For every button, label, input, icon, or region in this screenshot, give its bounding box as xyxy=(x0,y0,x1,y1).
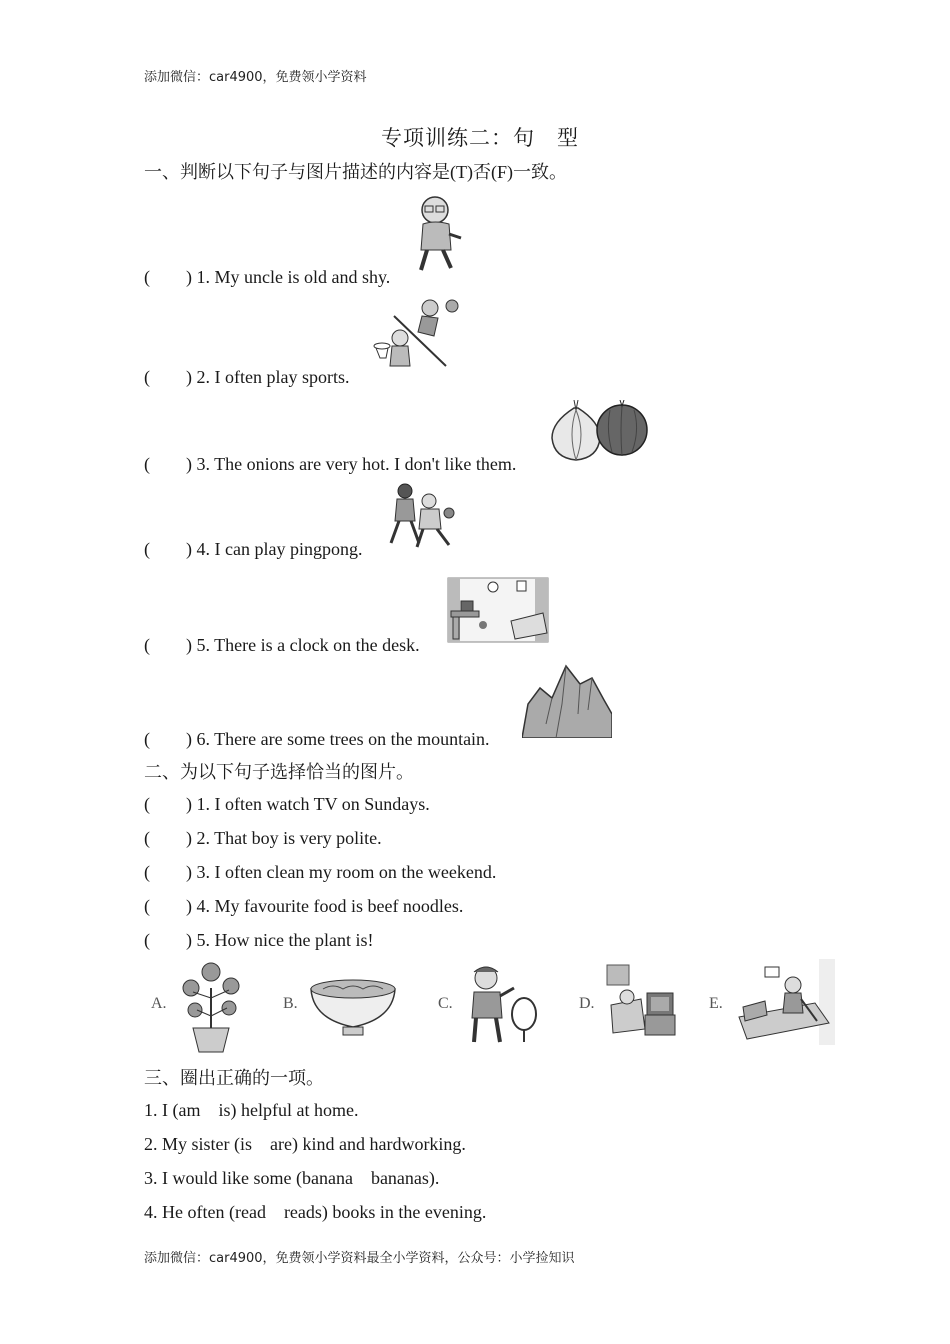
page-title: 专项训练二：句 型 xyxy=(381,126,579,150)
s2-question-1: ( ) 1. I often watch TV on Sundays. xyxy=(144,794,430,814)
s3-question-3: 3. I would like some (banana bananas). xyxy=(144,1168,440,1188)
bare-mountain-image xyxy=(522,664,612,738)
s3-question-2: 2. My sister (is are) kind and hardworking. xyxy=(144,1134,466,1154)
option-d-label: D. xyxy=(579,995,595,1012)
s3-question-4: 4. He often (read reads) books in the evening. xyxy=(144,1202,487,1222)
option-e-label: E. xyxy=(709,995,723,1012)
kids-playing-basketball-2-image xyxy=(383,483,465,551)
section1-heading: 一、判断以下句子与图片描述的内容是(T)否(F)一致。 xyxy=(144,162,567,182)
kids-playing-basketball-image xyxy=(372,296,462,382)
s1-question-4: ( ) 4. I can play pingpong. xyxy=(144,539,363,559)
child-watching-tv-image xyxy=(605,963,677,1045)
s2-question-3: ( ) 3. I often clean my room on the weekend. xyxy=(144,862,497,882)
bowl-of-noodles-image xyxy=(309,975,397,1037)
s1-question-1: ( ) 1. My uncle is old and shy. xyxy=(144,267,391,287)
potted-plant-image xyxy=(175,958,247,1054)
s2-question-4: ( ) 4. My favourite food is beef noodles. xyxy=(144,896,464,916)
section2-heading: 二、为以下句子选择恰当的图片。 xyxy=(144,762,414,782)
s2-question-2: ( ) 2. That boy is very polite. xyxy=(144,828,382,848)
s3-question-1: 1. I (am is) helpful at home. xyxy=(144,1100,359,1120)
s1-question-3: ( ) 3. The onions are very hot. I don't like them. xyxy=(144,454,517,474)
footer-note: 添加微信：car4900，免费领小学资料最全小学资料，公众号：小学捡知识 xyxy=(144,1251,575,1266)
option-a-label: A. xyxy=(151,995,167,1012)
boy-cleaning-room-image xyxy=(735,959,835,1045)
shy-old-man-image xyxy=(415,194,467,278)
option-c-label: C. xyxy=(438,995,453,1012)
s1-question-5: ( ) 5. There is a clock on the desk. xyxy=(144,635,420,655)
boy-with-mirror-image xyxy=(462,964,544,1046)
option-b-label: B. xyxy=(283,995,298,1012)
onions-image xyxy=(546,400,650,466)
s1-question-6: ( ) 6. There are some trees on the mountain. xyxy=(144,729,490,749)
header-note: 添加微信：car4900，免费领小学资料 xyxy=(144,70,367,85)
bedroom-with-clock-image xyxy=(447,577,549,643)
s2-question-5: ( ) 5. How nice the plant is! xyxy=(144,930,374,950)
section3-heading: 三、圈出正确的一项。 xyxy=(144,1068,324,1088)
s1-question-2: ( ) 2. I often play sports. xyxy=(144,367,350,387)
